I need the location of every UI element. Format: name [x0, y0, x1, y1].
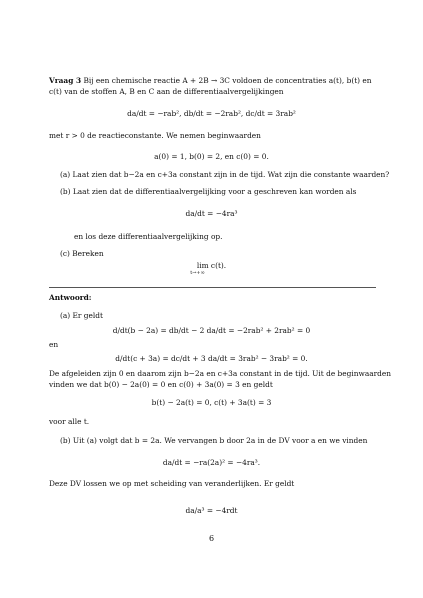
part-a-question: (a) Laat zien dat b−2a en c+3a constant zijn in de tijd. Wat zijn die constante waarden?	[60, 170, 390, 179]
equation-substitution: da/dt = −ra(2a)² = −4ra³.	[162, 458, 261, 467]
initial-values-equation: a(0) = 1, b(0) = 2, en c(0) = 0.	[154, 152, 269, 161]
equation-b-minus-2a: d/dt(b − 2a) = db/dt − 2 da/dt = −2rab² + 2rab² = 0	[112, 326, 311, 335]
limit-subscript: t→+∞	[190, 270, 205, 276]
answer-a-intro: (a) Er geldt	[60, 311, 103, 320]
equation-system: da/dt = −rab², db/dt = −2rab², dc/dt = 3rab²	[127, 109, 296, 118]
equation-da-dt: da/dt = −4ra³	[185, 209, 238, 218]
equation-constants: b(t) − 2a(t) = 0, c(t) + 3a(t) = 3	[151, 398, 272, 407]
conjunction-en: en	[49, 340, 59, 349]
question-line-2: c(t) van de stoffen A, B en C aan de differentiaalvergelijkingen	[49, 87, 284, 96]
answer-para-2: Deze DV lossen we op met scheiding van veranderlijken. Er geldt	[49, 479, 295, 488]
question-line-1	[49, 76, 372, 85]
part-b-continued: en los deze differentiaalvergelijking op.	[74, 232, 223, 241]
part-c-question: (c) Bereken	[60, 249, 104, 258]
section-divider	[49, 287, 376, 288]
answer-b-intro: (b) Uit (a) volgt dat b = 2a. We vervangen b door 2a in de DV voor a en we vinden	[60, 436, 368, 445]
equation-c-plus-3a: d/dt(c + 3a) = dc/dt + 3 da/dt = 3rab² − 3rab² = 0.	[115, 354, 308, 363]
answer-heading-text: Antwoord:	[49, 293, 92, 302]
equation-separation: da/a³ = −4rdt	[185, 506, 238, 515]
question-line-3: met r > 0 de reactieconstante. We nemen beginwaarden	[49, 131, 261, 140]
for-all-t: voor alle t.	[49, 417, 90, 426]
question-heading: Vraag 3	[49, 76, 82, 85]
answer-heading	[49, 293, 92, 302]
part-b-question: (b) Laat zien dat de differentiaalvergelijking voor a geschreven kan worden als	[60, 187, 357, 196]
answer-para-1-line-1: De afgeleiden zijn 0 en daarom zijn b−2a en c+3a constant in de tijd. Uit de beginwaarden	[49, 369, 392, 378]
limit-equation: lim c(t).	[196, 261, 227, 270]
question-text-1: Bij een chemische reactie A + 2B → 3C voldoen de concentraties a(t), b(t) en	[83, 76, 372, 85]
answer-para-1-line-2: vinden we dat b(0) − 2a(0) = 0 en c(0) + 3a(0) = 3 en geldt	[49, 380, 273, 389]
page-number: 6	[208, 534, 215, 543]
